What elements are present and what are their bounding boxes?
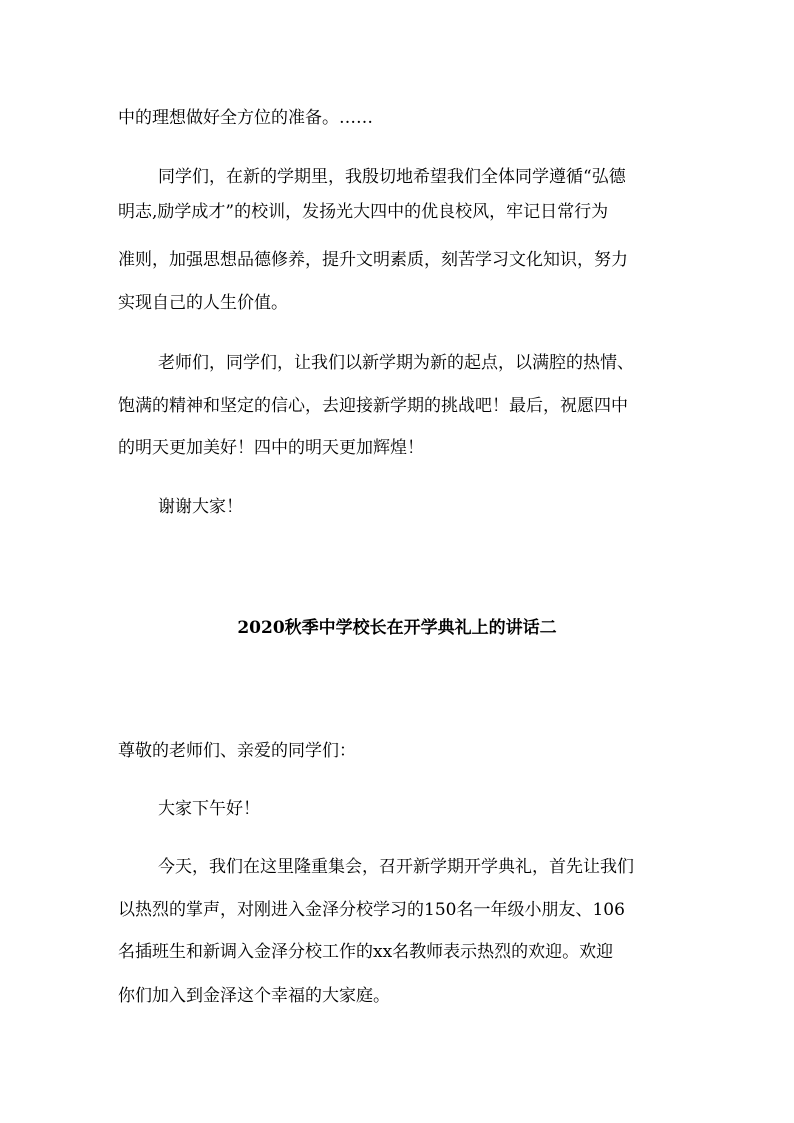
paragraph-line: 老师们，同学们，让我们以新学期为新的起点，以满腔的热情、 xyxy=(158,353,634,373)
paragraph-line: 你们加入到金泽这个幸福的大家庭。 xyxy=(118,986,390,1006)
paragraph-line: 尊敬的老师们、亲爱的同学们： xyxy=(118,741,356,761)
paragraph-line: 实现自己的人生价值。 xyxy=(118,293,288,313)
paragraph-line: 明志,励学成才”的校训，发扬光大四中的优良校风，牢记日常行为 xyxy=(118,202,609,222)
section-title: 2020秋季中学校长在开学典礼上的讲话二 xyxy=(237,618,557,638)
paragraph-line: 同学们，在新的学期里，我殷切地希望我们全体同学遵循“弘德 xyxy=(158,167,626,187)
paragraph-line: 大家下午好！ xyxy=(158,799,260,819)
paragraph-line: 准则，加强思想品德修养，提升文明素质，刻苦学习文化知识，努力 xyxy=(118,250,628,270)
paragraph-line: 饱满的精神和坚定的信心，去迎接新学期的挑战吧！最后，祝愿四中 xyxy=(118,396,628,416)
paragraph-line: 谢谢大家！ xyxy=(158,497,243,517)
paragraph-line: 今天，我们在这里隆重集会，召开新学期开学典礼，首先让我们 xyxy=(158,857,634,877)
paragraph-line: 名插班生和新调入金泽分校工作的xx名教师表示热烈的欢迎。欢迎 xyxy=(118,942,614,962)
paragraph-line: 的明天更加美好！四中的明天更加辉煌！ xyxy=(118,438,424,458)
paragraph-line: 中的理想做好全方位的准备。…… xyxy=(118,108,373,128)
paragraph-line: 以热烈的掌声，对刚进入金泽分校学习的150名一年级小朋友、106 xyxy=(118,900,625,920)
